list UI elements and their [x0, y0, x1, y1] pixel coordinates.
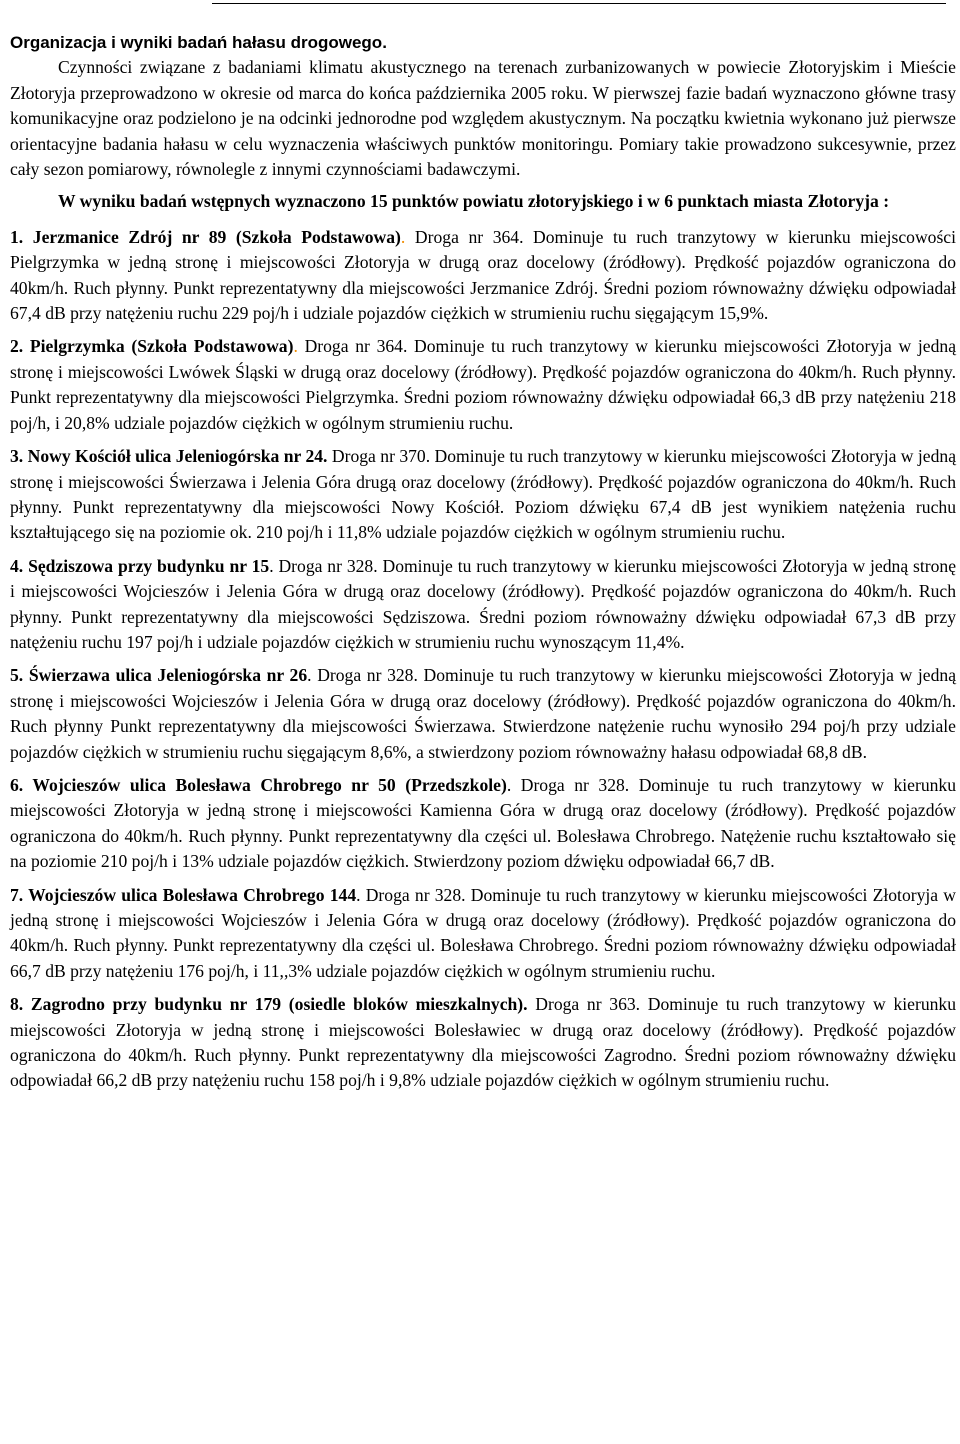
list-item [10, 883, 956, 985]
list-item [10, 663, 956, 765]
summary-paragraph: W wyniku badań wstępnych wyznaczono 15 punktów powiatu złotoryjskiego i w 6 punktach miasta Złotoryja : [58, 191, 890, 212]
item-number: 4. [10, 555, 29, 576]
item-number: 8. [10, 994, 31, 1015]
item-location-name: Pielgrzymka (Szkoła Podstawowa) [29, 336, 294, 357]
list-item [10, 334, 956, 436]
measurement-point-list [10, 225, 956, 1094]
document-page [10, 30, 956, 1094]
item-number: 2. [10, 336, 30, 357]
item-location [10, 446, 327, 466]
header-rule [212, 3, 946, 4]
list-item [10, 773, 956, 875]
item-description: Droga nr 363. Dominuje tu ruch tranzytowy w kierunku miejscowości Złotoryja w jedną stronę i miejscowości Bolesławiec w drugą oraz docelowy (źródłowy). Prędkość pojazdów ograniczona do 40km/h. Ruch płynny. Punkt reprezentatywny dla miejscowości Zagrodno. Średni poziom równoważny dźwięku odpowiadał 66,2 dB przy natężeniu ruchu 158 poj/h i 9,8% udziale pojazdów ciężkich w ogólnym strumieniu ruchu. [10, 994, 957, 1091]
item-number: 6. [10, 774, 33, 795]
item-location-name: Wojcieszów ulica Bolesława Chrobrego 144 [28, 884, 357, 905]
list-item [10, 444, 956, 546]
list-item [10, 992, 956, 1094]
item-description: . Droga nr 328. Dominuje tu ruch tranzytowy w kierunku miejscowości Złotoryja w jedną stronę i miejscowości Wojcieszów i Jelenia Góra w drugą oraz docelowy (źródłowy). Prędkość pojazdów ograniczona do 40km/h. Ruch płynny. Punkt reprezentatywny dla części ul. Bolesława Chrobrego. Średni poziom równoważny dźwięku odpowiadał 66,7 dB przy natężeniu 176 poj/h, i 11,,3% udziale pojazdów ciężkich w ogólnym strumieniu ruchu. [10, 884, 956, 981]
item-description: Droga nr 364. Dominuje tu ruch tranzytowy w kierunku miejscowości Pielgrzymka w jedną stronę i miejscowości Złotoryja w drugą oraz docelowy (źródłowy). Prędkość pojazdów ograniczona do 40km/h. Ruch płynny. Punkt reprezentatywny dla miejscowości Jerzmanice Zdrój. Średni poziom równoważny dźwięku odpowiadał 67,4 dB przy natężeniu ruchu 229 poj/h i udziale pojazdów ciężkich w strumieniu ruchu sięgającym 15,9%. [10, 226, 957, 324]
list-item [10, 554, 956, 656]
item-number: 1. [10, 226, 33, 247]
item-location [10, 994, 528, 1014]
item-location-name: Jerzmanice Zdrój nr 89 (Szkoła Podstawowa) [32, 226, 401, 247]
item-number: 5. [10, 665, 29, 686]
item-separator: . [400, 226, 406, 247]
item-location-name: Wojcieszów ulica Bolesława Chrobrego nr 50 (Przedszkole) [32, 774, 507, 795]
intro-paragraph: Czynności związane z badaniami klimatu akustycznego na terenach zurbanizowanych w powiecie Złotoryjskim i Mieście Złotoryja przeprowadzono w okresie od marca do końca października 2005 roku. W pierwszej fazie badań wyznaczono główne trasy komunikacyjne oraz podzielono je na odcinki jednorodne pod względem akustycznym. Na początku kwietnia wykonano już pierwsze orientacyjne badania hałasu w celu wyznaczenia właściwych punktów monitoringu. Pomiary takie prowadzono sukcesywnie, przez cały sezon pomiarowy, równolegle z innymi czynnościami badawczymi. [10, 57, 956, 180]
item-location [10, 775, 507, 795]
item-location [10, 227, 401, 247]
item-location-name: Świerzawa ulica Jeleniogórska nr 26 [28, 665, 308, 686]
item-number: 3. [10, 446, 28, 467]
item-location [10, 556, 269, 576]
list-item [10, 225, 956, 327]
item-location-name: Zagrodno przy budynku nr 179 (osiedle bloków mieszkalnych). [30, 994, 528, 1015]
item-location [10, 885, 356, 905]
item-location [10, 665, 307, 685]
item-location-name: Sędziszowa przy budynku nr 15 [28, 555, 270, 576]
item-location [10, 336, 293, 356]
item-description: Droga nr 364. Dominuje tu ruch tranzytowy w kierunku miejscowości Złotoryja w jedną stronę i miejscowości Lwówek Śląski w drugą oraz docelowy (źródłowy). Prędkość pojazdów ograniczona do 40km/h. Ruch płynny. Punkt reprezentatywny dla miejscowości Pielgrzymka. Średni poziom równoważny dźwięku odpowiadał 66,3 dB przy natężeniu 218 poj/h, i 20,8% udziale pojazdów ciężkich w ogólnym strumieniu ruchu. [10, 336, 956, 433]
item-description: Droga nr 370. Dominuje tu ruch tranzytowy w kierunku miejscowości Złotoryja w jedną stronę i miejscowości Świerzawa i Jelenia Góra drugą oraz docelowy (źródłowy). Prędkość pojazdów ograniczona do 40km/h. Ruch płynny. Punkt reprezentatywny dla miejscowości Nowy Kościół. Poziom dźwięku 67,4 dB jest wynikiem natężenia ruchu kształtującego się na poziomie ok. 210 poj/h i 11,8% udziale pojazdów ciężkich w ogólnym strumieniu ruchu. [10, 446, 957, 543]
item-description: . Droga nr 328. Dominuje tu ruch tranzytowy w kierunku miejscowości Złotoryja w jedną stronę i miejscowości Wojcieszów i Jelenia Góra w drugą oraz docelowy (źródłowy). Prędkość pojazdów ograniczona do 40km/h. Ruch płynny. Punkt reprezentatywny dla miejscowości Sędziszowa. Średni poziom równoważny dźwięku odpowiadał 67,3 dB przy natężeniu ruchu 197 poj/h i udziale pojazdów ciężkich w strumieniu ruchu wynoszącym 11,4%. [10, 555, 956, 652]
item-description: . Droga nr 328. Dominuje tu ruch tranzytowy w kierunku miejscowości Złotoryja w jedną stronę i miejscowości Kamienna Góra w drugą oraz docelowy (źródłowy). Prędkość pojazdów ograniczona do 40km/h. Ruch płynny. Punkt reprezentatywny dla części ul. Bolesława Chrobrego. Natężenie ruchu kształtowało się na poziomie 210 poj/h i 13% udziale pojazdów ciężkich. Stwierdzony poziom dźwięku odpowiadał 66,7 dB. [10, 774, 957, 872]
item-separator: . [293, 336, 298, 357]
item-description: . Droga nr 328. Dominuje tu ruch tranzytowy w kierunku miejscowości Złotoryja w jedną stronę i miejscowości Wojcieszów i Jelenia Góra w drugą oraz docelowy (źródłowy). Prędkość pojazdów ograniczona do 40km/h. Ruch płynny Punkt reprezentatywny dla miejscowości Świerzawa. Stwierdzone natężenie ruchu wynosiło 294 poj/h przy udziale pojazdów ciężkich w strumieniu ruchu sięgającym 8,6%, a stwierdzony poziom równoważny hałasu odpowiadał 68,8 dB. [10, 665, 957, 762]
page-title: Organizacja i wyniki badań hałasu drogowego. [10, 33, 387, 52]
item-number: 7. [10, 884, 29, 905]
item-location-name: Nowy Kościół ulica Jeleniogórska nr 24. [27, 446, 328, 467]
